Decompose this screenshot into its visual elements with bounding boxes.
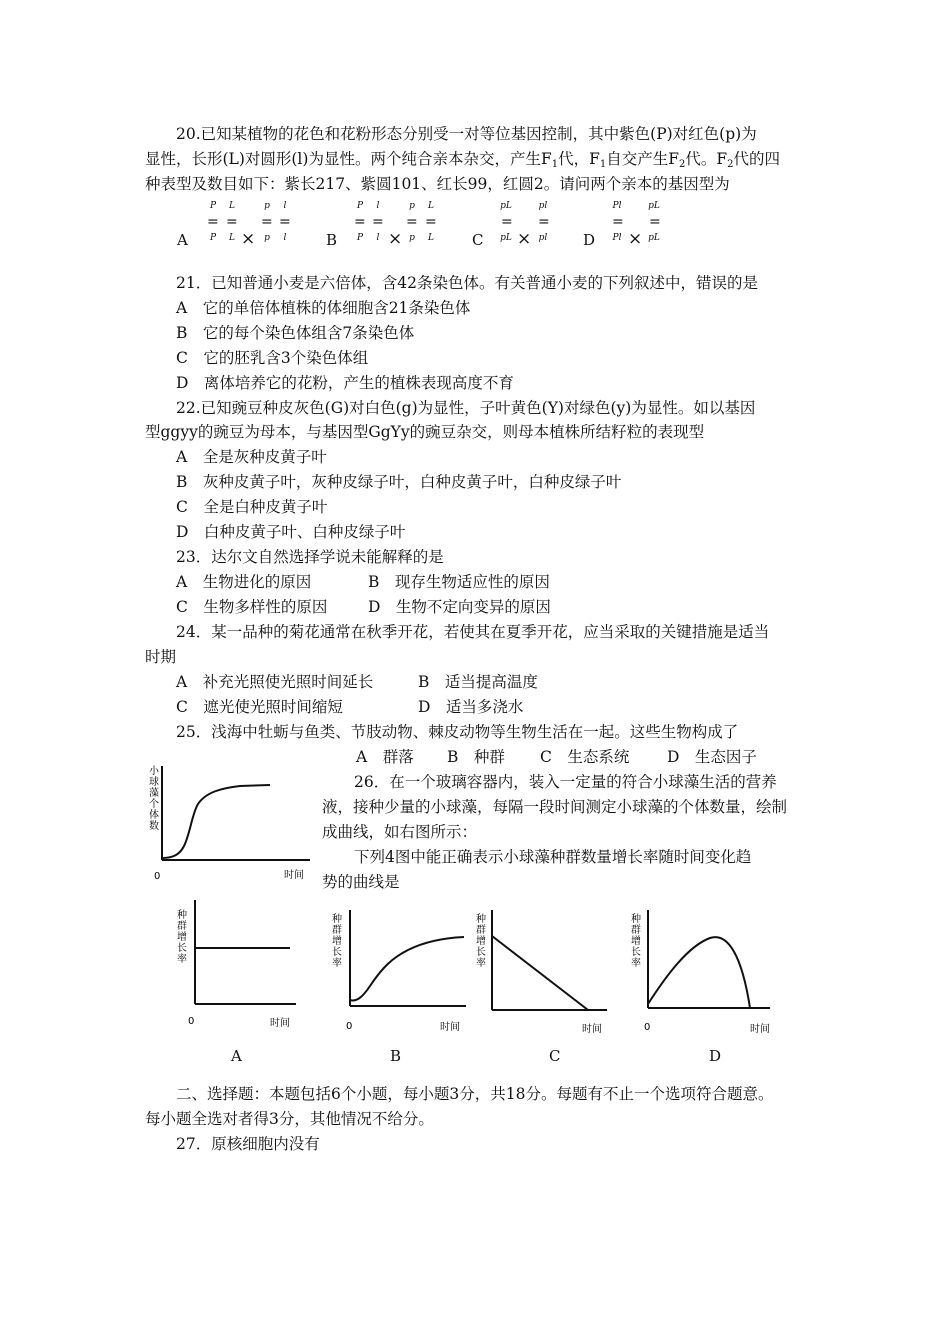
graph-d-ylabel: 种群增长率 (631, 914, 641, 969)
q26-graph-b (326, 906, 471, 1036)
q21-stem: 21．已知普通小麦是六倍体，含42条染色体。有关普通小麦的下列叙述中，错误的是 (176, 274, 758, 292)
graph-d-curve (648, 937, 750, 1008)
section2-line1: 二、选择题：本题包括6个小题，每小题3分，共18分。每题有不止一个选项符合题意。 (176, 1085, 774, 1103)
q26-main-graph (140, 762, 315, 884)
q20-line1: 20.已知某植物的花色和花粉形态分别受一对等位基因控制，其中紫色(P)对红色(p)为 (176, 125, 757, 143)
q24-option-d: D 适当多浇水 (418, 698, 524, 716)
graph-a-letter: A (231, 1047, 242, 1065)
q26-line3: 成曲线，如右图所示： (322, 823, 478, 841)
q22-line2: 型ggyy的豌豆为母本，与基因型GgYy的豌豆杂交，则母本植株所结籽粒的表现型 (145, 423, 705, 441)
main-graph-xlabel: 时间 (284, 870, 304, 881)
q24-line1: 24．某一品种的菊花通常在秋季开花，若使其在夏季开花，应当采取的关键措施是适当 (176, 623, 770, 641)
q23-option-a: A 生物进化的原因 (176, 573, 312, 591)
q26-graph-c (472, 906, 617, 1036)
q26-line5: 势的曲线是 (322, 873, 400, 891)
q25-option-b: B 种群 (447, 748, 505, 766)
graph-c-xlabel: 时间 (582, 1024, 602, 1035)
q23-option-b: B 现存生物适应性的原因 (368, 573, 550, 591)
q24-option-a: A 补充光照使光照时间延长 (176, 673, 374, 691)
section2-line2: 每小题全选对者得3分，其他情况不给分。 (145, 1110, 434, 1128)
graph-a-xlabel: 时间 (270, 1018, 290, 1029)
graph-d-origin: 0 (644, 1022, 651, 1033)
q25-option-a: A 群落 (356, 748, 414, 766)
main-ylabel-char: 藻 (149, 788, 159, 799)
q22-line1: 22.已知豌豆种皮灰色(G)对白色(g)为显性，子叶黄色(Y)对绿色(y)为显性。如以基因 (176, 399, 756, 417)
q27-stem: 27．原核细胞内没有 (176, 1135, 320, 1153)
q26-graph-d (626, 906, 776, 1036)
document-page: 20.已知某植物的花色和花粉形态分别受一对等位基因控制，其中紫色(P)对红色(p)为 显性，长形(L)对圆形(l)为显性。两个纯合亲本杂交，产生$F_1$代，$F_1$自交产生$F_2$代。$F_2$代的四 种表型及数目如下：紫长217、紫圆101、红长99，红圆2。请问两个亲本的基因型为 A P L = = P L × p l = = p l B P l = = P l × p L = = p L C pL = pL × pl = pl D Pl = Pl × pL = pL 21．已知普通小麦是六倍体，含42条染色体。有关普通小麦的下列叙述中，错误的是 A 它的单倍体植株的体细胞含21条染色体 B 它的每个染色体组含7条染色体 C 它的胚乳含3个染色体组 D 离体培养它的花粉，产生的植株表现高度不育 22.已知豌豆种皮灰色(G)对白色(g)为显性，子叶黄色(Y)对绿色(y)为显性。如以基因 型ggyy的豌豆为母本，与基因型GgYy的豌豆杂交，则母本植株所结籽粒的表现型 A 全是灰种皮黄子叶 B 灰种皮黄子叶，灰种皮绿子叶，白种皮黄子叶，白种皮绿子叶 C 全是白种皮黄子叶 D 白种皮黄子叶、白种皮绿子叶 23．达尔文自然选择学说未能解释的是 A 生物进化的原因 B 现存生物适应性的原因 C 生物多样性的原因 D 生物不定向变异的原因 24．某一品种的菊花通常在秋季开花，若使其在夏季开花，应当采取的关键措施是适当 时期 A 补充光照使光照时间延长 B 适当提高温度 C 遮光使光照时间缩短 D 适当多浇水 25．浅海中牡蛎与鱼类、节肢动物、棘皮动物等生物生活在一起。这些生物构成了 A 群落 B 种群 C 生态系统 D 生态因子 26．在一个玻璃容器内，装入一定量的符合小球藻生活的营养 液，接种少量的小球藻，每隔一段时间测定小球藻的个体数量，绘制 成曲线，如右图所示： 下列4图中能正确表示小球藻种群数量增长率随时间变化趋 势的曲线是 小 球 藻 个 体 数 0 时间 种群增长率 0 时间 A 种群增长率 0 时间 B 种群增长率 时间 C 种群增长率 0 时间 D 二、选择题：本题包括6个小题，每小题3分，共18分。每题有不止一个选项符合题意。 每小题全选对者得3分，其他情况不给分。 27．原核细胞内没有 (0, 0, 950, 1344)
q22-option-d: D 白种皮黄子叶、白种皮绿子叶 (176, 523, 406, 541)
graph-c-letter: C (549, 1047, 561, 1065)
q24-line2: 时期 (145, 648, 177, 666)
q26-line4: 下列4图中能正确表示小球藻种群数量增长率随时间变化趋 (354, 848, 752, 866)
q22-option-c: C 全是白种皮黄子叶 (176, 498, 328, 516)
q22-option-a: A 全是灰种皮黄子叶 (176, 448, 327, 466)
graph-a-ylabel: 种群增长率 (177, 910, 187, 965)
graph-d-xlabel: 时间 (750, 1024, 770, 1035)
q20-line3: 种表型及数目如下：紫长217、紫圆101、红长99，红圆2。请问两个亲本的基因型为 (145, 175, 730, 193)
graph-b-ylabel: 种群增长率 (332, 914, 342, 969)
q24-option-c: C 遮光使光照时间缩短 (176, 698, 343, 716)
graph-a-origin: 0 (188, 1016, 195, 1027)
main-ylabel-char: 小 (149, 766, 159, 777)
main-ylabel-char: 数 (149, 821, 159, 832)
q21-option-d: D 离体培养它的花粉，产生的植株表现高度不育 (176, 374, 514, 392)
q24-option-b: B 适当提高温度 (418, 673, 538, 691)
main-graph-ylabel (149, 764, 162, 832)
q21-option-a: A 它的单倍体植株的体细胞含21条染色体 (176, 299, 471, 317)
graph-c-curve (492, 936, 588, 1010)
q25-stem: 25．浅海中牡蛎与鱼类、节肢动物、棘皮动物等生物生活在一起。这些生物构成了 (176, 723, 739, 741)
main-ylabel-char: 球 (149, 777, 159, 788)
q26-graph-a (170, 896, 310, 1036)
graph-c-ylabel: 种群增长率 (476, 914, 486, 969)
q23-option-c: C 生物多样性的原因 (176, 598, 328, 616)
main-ylabel-char: 个 (149, 799, 159, 810)
q21-option-c: C 它的胚乳含3个染色体组 (176, 349, 369, 367)
graph-d-letter: D (709, 1047, 722, 1065)
main-ylabel-char: 体 (149, 810, 159, 821)
graph-b-xlabel: 时间 (440, 1022, 460, 1033)
graph-b-origin: 0 (346, 1021, 353, 1032)
q25-option-c: C 生态系统 (540, 748, 630, 766)
q20-line2: 显性，长形(L)对圆形(l)为显性。两个纯合亲本杂交，产生$F_1$代，$F_1$自交产生$F_2$代。$F_2$代的四 (145, 150, 781, 170)
q26-line1: 26．在一个玻璃容器内，装入一定量的符合小球藻生活的营养 (354, 773, 777, 791)
q22-option-b: B 灰种皮黄子叶，灰种皮绿子叶，白种皮黄子叶，白种皮绿子叶 (176, 473, 622, 491)
graph-b-letter: B (390, 1047, 402, 1065)
graph-b-curve (350, 937, 464, 1000)
main-graph-curve (162, 785, 270, 858)
main-graph-origin: 0 (154, 871, 161, 882)
q26-line2: 液，接种少量的小球藻，每隔一段时间测定小球藻的个体数量，绘制 (322, 798, 788, 816)
q25-option-d: D 生态因子 (667, 748, 757, 766)
q21-option-b: B 它的每个染色体组含7条染色体 (176, 324, 415, 342)
q23-stem: 23．达尔文自然选择学说未能解释的是 (176, 548, 444, 566)
q23-option-d: D 生物不定向变异的原因 (368, 598, 551, 616)
